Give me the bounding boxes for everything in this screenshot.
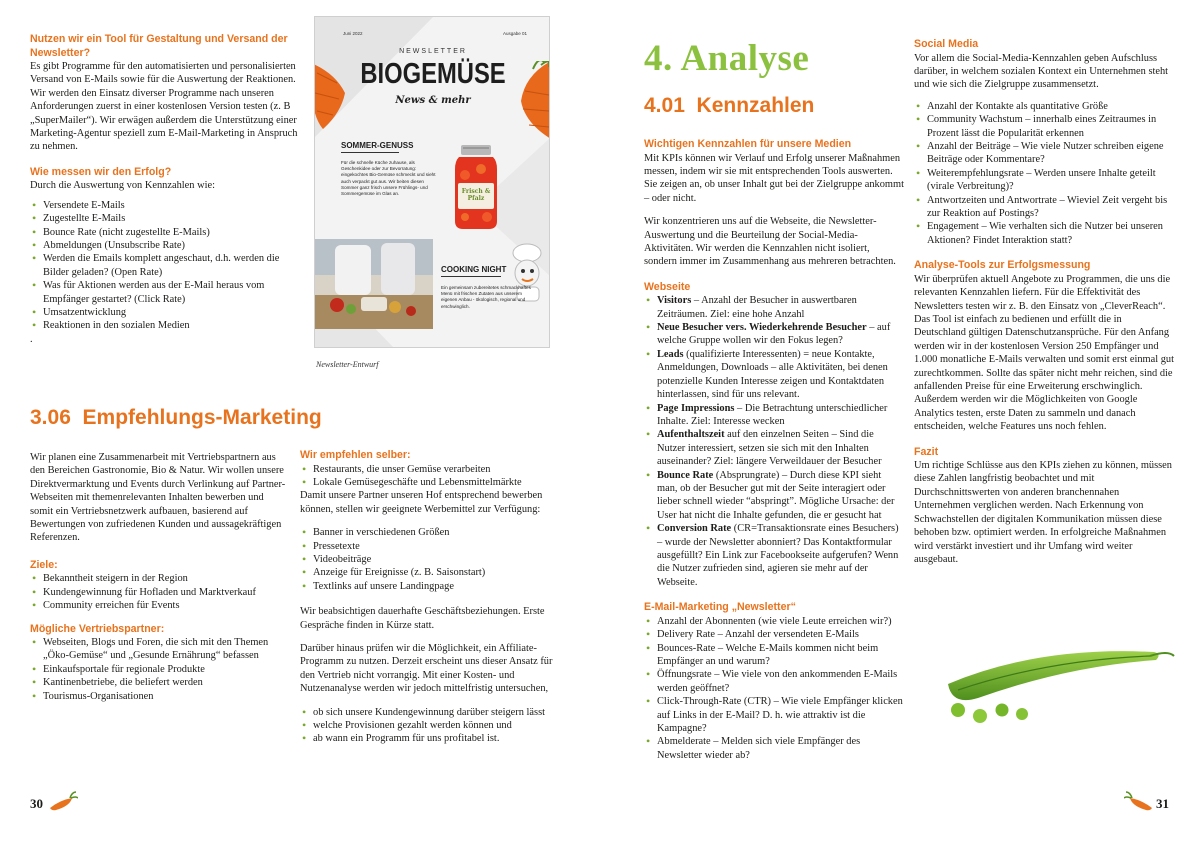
newsletter-caption: Newsletter-Entwurf	[316, 360, 379, 369]
list-item: • Kantinenbetriebe, die beliefert werden	[30, 676, 288, 689]
tool-heading: Nutzen wir ein Tool für Gestaltung und Versand der Newsletter?	[30, 33, 288, 59]
list-item: • Umsatzentwicklung	[30, 306, 298, 319]
kpi-term: Neue Besucher vers. Wiederkehrende Besucher	[657, 322, 867, 334]
social-list	[914, 100, 1176, 247]
cooking-text: Ein gemeinsam zubereitetes schmackhaftes Menü mit frischen Zutaten aus unserem eigenen Anbau - ökologisch, regional und erschwinglich.	[441, 285, 531, 309]
newsletter-subtitle: News & mehr	[395, 95, 471, 106]
list-item: • Kundengewinnung für Hofladen und Marktverkauf	[30, 586, 288, 599]
list-item: • Anzeige für Ereignisse (z. B. Saisonstart)	[300, 566, 562, 579]
web-heading: Webseite	[644, 280, 691, 293]
carrot-image-left	[315, 53, 355, 133]
kpi-term: Visitors	[657, 295, 692, 307]
list-item: • Lokale Gemüsegeschäfte und Lebensmittelmärkte	[300, 476, 562, 489]
list-item: • Antwortzeiten und Antwortrate – Wieviel Zeit vergeht bis zur Reaktion auf Postings?	[914, 194, 1176, 221]
list-item: • Tourismus-Organisationen	[30, 690, 288, 703]
measure-intro: Durch die Auswertung von Kennzahlen wie:	[30, 180, 215, 192]
material-list	[300, 526, 562, 593]
list-item: • Aufenthaltszeit auf den einzelnen Seiten – Sind die Nutzer interessiert, setzen sie sich mit den Inhalten auseinander? Ziel: längere Verweildauer der Besucher	[644, 428, 904, 468]
email-heading: E-Mail-Marketing „Newsletter“	[644, 601, 796, 614]
list-item: • Restaurants, die unser Gemüse verarbeiten	[300, 463, 562, 476]
list-item: • Werden die Emails komplett angeschaut, d.h. werden die Bilder geladen? (Open Rate)	[30, 252, 298, 279]
longterm-text: Wir beabsichtigen dauerhafte Geschäftsbeziehungen. Erste Gespräche finden in Kürze statt.	[300, 606, 545, 631]
kpi-term: Conversion Rate	[657, 523, 732, 535]
list-item: • Videobeiträge	[300, 553, 562, 566]
recommend-text: Damit unsere Partner unseren Hof entsprechend bewerben können, stellen wir geeignete Werbemittel zur Verfügung:	[300, 490, 543, 515]
list-item: • Engagement – Wie verhalten sich die Nutzer bei unseren Aktionen? Findet Interaktion statt?	[914, 220, 1176, 247]
summer-text: Für die schnelle Küche zuhause, als Geschenkidee oder zur Bevorratung: eingekochtes Bio-Gemüse schmeckt und sieht auch verpackt gut aus. Wir beiten diesen Sommer ganz frisch unsere Frühlings- und Sommergemüse im Glas an.	[341, 160, 436, 197]
list-item: • Textlinks auf unsere Landingpage	[300, 580, 562, 593]
newsletter-date: Juni 2022	[343, 31, 363, 36]
right-page	[600, 0, 1200, 849]
list-item: • Community erreichen für Events	[30, 599, 288, 612]
chapter-title: 4. Analyse	[644, 38, 810, 79]
kpi-term: Leads	[657, 348, 684, 360]
measure-heading: Wie messen wir den Erfolg?	[30, 165, 172, 178]
tools-text: Wir überprüfen aktuell Angebote zu Programmen, die uns die relevanten Kennzahlen liefern. Für die Effektivität des Newsletters testen wir z. B. den Einsatz von „CleverReach“. Das Tool ist einfach zu bedienen und erfüllt die in Deutschland gültigen Datenschutzansprüche. Für den Anfang werden wir in der kostenlosen Version 250 Empfänger und 1.000 monatliche E-Mails verwalten und somit erst einmal gut zurechtkommen. Sollte das später nicht mehr reichen, sind die anfallenden Preise für eine Erweiterung erschwinglich. Außerdem werden wir die Möglichkeiten von Google Analytics testen, erste Daten zu sammeln und danach entscheiden, welche Features uns noch fehlen.	[914, 273, 1174, 433]
list-item: • Anzahl der Abonnenten (wie viele Leute erreichen wir?)	[644, 615, 904, 628]
recommend-list	[300, 463, 562, 490]
list-item: • Page Impressions – Die Betrachtung unterschiedlicher Inhalte. Ziel: Interesse wecken	[644, 402, 904, 429]
list-item: • Reaktionen in den sozialen Medien	[30, 319, 298, 332]
newsletter-label: NEWSLETTER	[399, 48, 467, 55]
social-column	[914, 38, 1176, 566]
section-title-3-06: 3.06 Empfehlungs-Marketing	[30, 406, 322, 429]
cooking-photo	[315, 239, 433, 329]
list-item: • Bounce Rate (nicht zugestellte E-Mails)	[30, 226, 298, 239]
partners-heading: Mögliche Vertriebspartner:	[30, 622, 165, 635]
kpi-term: Page Impressions	[657, 402, 735, 414]
list-item: • ob sich unsere Kundengewinnung darüber steigern lässt	[300, 706, 562, 719]
tool-text: Es gibt Programme für den automatisierten und personalisierten Versand von E-Mails sowie für die Auswertung der Reaktionen. Wir werden den Einsatz diverser Programme nach unseren Anforderungen zuerst in einer kostenlosen Version testen (z. B „SuperMailer“). Wir erwägen außerdem die Unterstützung einer Marketing-Agentur speziell zum E-Mail-Marketing in Anspruch zu nehmen.	[30, 61, 298, 153]
list-item: • ab wann ein Programm für uns profitabel ist.	[300, 732, 562, 745]
tool-block	[30, 33, 298, 346]
kpi-text-2: Wir konzentrieren uns auf die Webseite, die Newsletter-Auswertung und die Beurteilung der Social-Media-Aktivitäten. Wir werden die Kennzahlen nicht isoliert, sondern immer im Zusammenhang aus mehreren betrachten.	[644, 216, 896, 268]
goals-heading: Ziele:	[30, 558, 58, 571]
list-item: • Click-Through-Rate (CTR) – Wie viele Empfänger klicken auf Links in der E-Mail? D. h. wie attraktiv ist die Kampagne?	[644, 695, 904, 735]
rec-left-column	[30, 451, 288, 703]
fazit-text: Um richtige Schlüsse aus den KPIs ziehen zu können, müssen diese Zahlen langfristig beobachtet und mit Durchschnittswerten von anderen branchennahen Unternehmen verglichen werden. Nach Erkennung von Schwachstellen der digitalen Kommunikation müssen diese behoben bzw. optimiert werden. In erfolgreiche Maßnahmen wird verstärkt investiert und ihr Umfang wird weiter ausgebaut.	[914, 460, 1172, 565]
list-item: • Öffnungsrate – Wie viele von den ankommenden E-Mails werden geöffnet?	[644, 668, 904, 695]
list-item: • Community Wachstum – innerhalb eines Zeitraumes in Prozent lässt die Popularität erkennen	[914, 113, 1176, 140]
page-number-right: 31	[1156, 796, 1169, 811]
newsletter-title: BIOGEMÜSE	[360, 58, 506, 90]
carrot-icon	[1124, 790, 1154, 814]
list-item: • Abmeldungen (Unsubscribe Rate)	[30, 239, 298, 252]
list-item: • Conversion Rate (CR=Transaktionsrate eines Besuchers) – wurde der Newsletter abonniert? Das Kontaktformular ausgefüllt? Ein Link zur Facebookseite aufgerufen? Wenn die Nutzer zufrieden sind, agieren sie mehr auf der Webseite.	[644, 522, 904, 589]
list-item: • Banner in verschiedenen Größen	[300, 526, 562, 539]
kpi-column	[644, 138, 904, 762]
affiliate-text: Darüber hinaus prüfen wir die Möglichkeit, ein Affiliate-Programm zu nutzen. Derzeit erscheint uns dieser Ansatz für den Vertrieb nicht vorrangig. Mit einer Kosten- und Nutzenanalyse werden wir jedoch mittelfristig untersuchen,	[300, 642, 553, 695]
goals-list	[30, 572, 288, 612]
kpi-term: Aufenthaltszeit	[657, 429, 725, 441]
partners-list	[30, 636, 288, 703]
pea-pod-image	[918, 640, 1178, 730]
affiliate-list	[300, 706, 562, 746]
measure-list	[30, 199, 298, 333]
stray-dot: .	[30, 333, 33, 345]
social-text: Vor allem die Social-Media-Kennzahlen geben Aufschluss darüber, in welchem sozialen Kontext ein Unternehmen steht und wie sich die Zielgruppe zusammensetzt.	[914, 52, 1169, 91]
list-item: • welche Provisionen gezahlt werden können und	[300, 719, 562, 732]
web-list	[644, 294, 904, 589]
recommend-heading: Wir empfehlen selber:	[300, 449, 411, 461]
kpi-term: Bounce Rate	[657, 469, 714, 481]
list-item: • Weiterempfehlungsrate – Werden unsere Inhalte geteilt (virale Verbreitung)?	[914, 167, 1176, 194]
summer-heading: SOMMER-GENUSS	[341, 141, 414, 150]
list-item: • Delivery Rate – Anzahl der versendeten E-Mails	[644, 628, 904, 641]
carrot-icon	[48, 790, 78, 814]
list-item: • Webseiten, Blogs und Foren, die sich mit den Themen „Öko-Gemüse“ und „Gesunde Ernährung“ befassen	[30, 636, 288, 663]
list-item: • Zugestellte E-Mails	[30, 212, 298, 225]
fazit-heading: Fazit	[914, 445, 939, 458]
kpi-text: Mit KPIs können wir Verlauf und Erfolg unserer Maßnahmen messen, indem wir sie mit entsprechenden Tools auswerten. Sie zeigen an, ob unser Inhalt gut bei der Zielgruppe ankommt – oder nicht.	[644, 152, 904, 204]
list-item: • Visitors – Anzahl der Besucher in auswertbaren Zeiträumen. Ziel: eine hohe Anzahl	[644, 294, 904, 321]
list-item: • Bekanntheit steigern in der Region	[30, 572, 288, 585]
list-item: • Einkaufsportale für regionale Produkte	[30, 663, 288, 676]
section-title-4-01: 4.01 Kennzahlen	[644, 94, 815, 117]
rec-right-column	[300, 449, 562, 746]
newsletter-mockup	[314, 16, 550, 348]
list-item: • Bounce Rate (Absprungrate) – Durch diese KPI sieht man, ob der Besucher gut mit der Seite interagiert oder lieber schnell wieder “abspringt”. Mögliche Ursache: der User hat nicht die Inhalte gefunden, die er gesucht hat	[644, 469, 904, 523]
list-item: • Pressetexte	[300, 540, 562, 553]
list-item: • Bounces-Rate – Welche E-Mails kommen nicht beim Empfänger an und warum?	[644, 642, 904, 669]
page-number-left: 30	[30, 796, 43, 811]
list-item: • Abmelderate – Melden sich viele Empfänger des Newsletter wieder ab?	[644, 735, 904, 762]
list-item: • Anzahl der Beiträge – Wie viele Nutzer schreiben eigene Beiträge oder Kommentare?	[914, 140, 1176, 167]
tools-heading: Analyse-Tools zur Erfolgsmessung	[914, 259, 1091, 272]
cooking-heading: COOKING NIGHT	[441, 265, 507, 274]
list-item: • Anzahl der Kontakte als quantitative Größe	[914, 100, 1176, 113]
carrot-image-right	[511, 61, 550, 141]
rec-text: Wir planen eine Zusammenarbeit mit Vertriebspartnern aus den Bereichen Gastronomie, Bio & Natur. Wir wollen unsere Direktvermarktung und Events durch Verlinkung auf Partner-Webseiten mit themenrelevanten Inhalten bewerben und somit ein Vertriebsnetzwerk aufbauen, basierend auf Bewertungen von zufriedenen Kunden und aussagekräftigen Referenzen.	[30, 452, 286, 544]
list-item: • Neue Besucher vers. Wiederkehrende Besucher – auf welche Gruppe wollen wir den Fokus legen?	[644, 321, 904, 348]
list-item: • Leads (qualifizierte Interessenten) = neue Kontakte, Anmeldungen, Downloads – alle Aktivitäten, bei denen potenzielle Kunden Interesse zeigen und Kontaktdaten hinterlassen, sind für uns relevant.	[644, 348, 904, 402]
list-item: • Versendete E-Mails	[30, 199, 298, 212]
kpi-heading: Wichtigen Kennzahlen für unsere Medien	[644, 138, 852, 150]
email-list	[644, 615, 904, 762]
list-item: • Was für Aktionen werden aus der E-Mail heraus vom Empfänger gestartet? (Click Rate)	[30, 279, 298, 306]
newsletter-issue: Ausgabe 01	[503, 31, 528, 36]
social-heading: Social Media	[914, 38, 979, 50]
jar-label: Frisch & Pfalz	[461, 188, 491, 202]
